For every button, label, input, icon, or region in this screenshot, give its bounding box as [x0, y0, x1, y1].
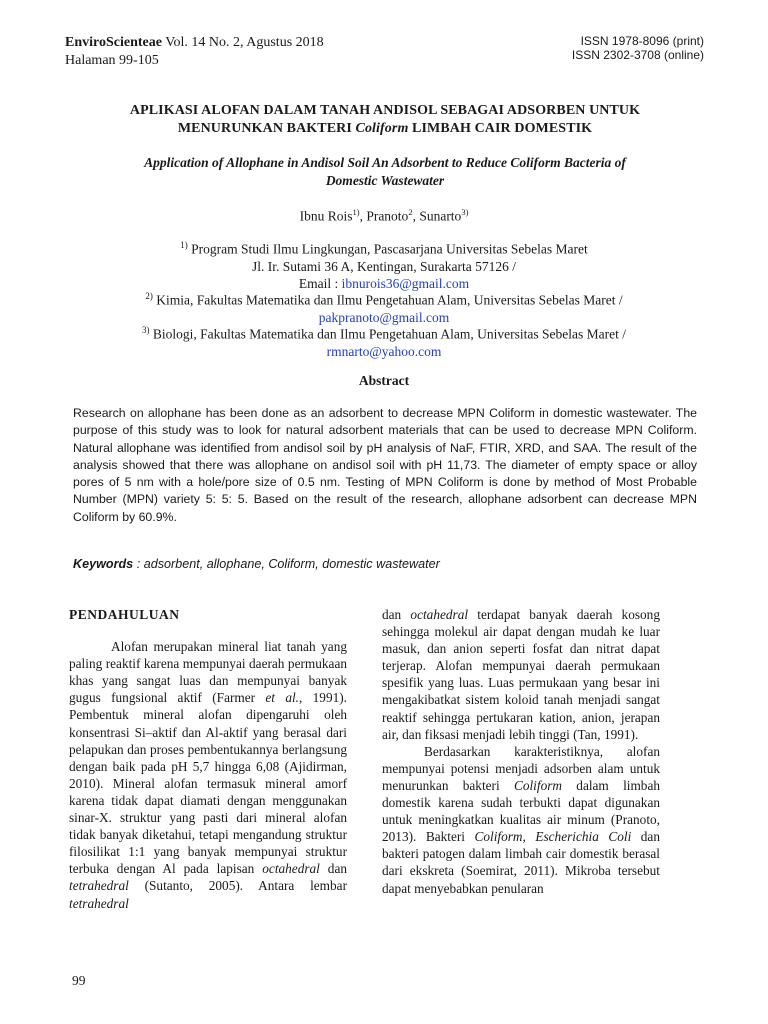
title-id-line2-a: MENURUNKAN BAKTERI [177, 121, 356, 136]
text-run-italic: Coliform, Escherichia Coli [474, 829, 632, 845]
text-run-italic: tetrahedral [69, 895, 129, 911]
abstract-text: Research on allophane has been done as an adsorbent to decrease MPN Coliform in domestic wastewater. The purpose of this study was to look for natural adsorbent materials that can be used to decrease MPN Coliform. Natural allophane was identified from andisol soil by pH analysis of NaF, FTIR, XRD, and SAA. The result of the analysis showed that there was allophane on andisol soil with pH 11,73. The diameter of empty space or alloy pores of 5 nm with a hole/pore size of 0.5 nm. Testing of MPN Coliform is done by method of Most Probable Number (MPN) variety 5: 5: 5. Based on the result of the research, allophane adsorbent can decrease MPN Coliform by 60.9%. [73, 406, 697, 524]
journal-header-right [572, 34, 704, 62]
affiliation-2 [0, 288, 768, 326]
paragraph-left-1 [69, 638, 347, 912]
text-run: Alofan merupakan mineral liat tanah yang paling reaktif karena mempunyai daerah permukaan khas yang sangat luas dan mempunyai banyak gugus fungsional aktif (Farmer [69, 639, 347, 706]
affiliation-1-line1: Program Studi Ilmu Lingkungan, Pascasarjana Universitas Sebelas Maret [187, 241, 588, 257]
author-2-sup: 2 [408, 207, 413, 217]
paragraph-right-1 [382, 606, 660, 743]
affiliation-3 [0, 322, 768, 360]
text-run: (Sutanto, 2005). Antara lembar [128, 878, 347, 894]
text-run-italic: tetrahedral [69, 878, 129, 894]
text-run: terdapat banyak daerah kosong sehingga molekul air dapat dengan mudah ke luar masuk, dan anion seperti fosfat dan nitrat dapat terjerap. Alofan mempunyai daerah permukaan spesifik yang luas. Luas permukaan yang besar ini mengakibatkat sistem koloid tanah menjadi sangat reaktif sehingga pertukaran kation, anion, jerapan air, dan fiksasi menjadi lebih tinggi (Tan, 1991). [382, 607, 660, 742]
text-run-italic: octahedral [410, 607, 469, 622]
author-3: , Sunarto [412, 208, 462, 224]
journal-name: EnviroScienteae [65, 35, 162, 50]
affiliation-2-sup: 2) [145, 291, 153, 301]
body-column-right [382, 606, 660, 897]
abstract-heading: Abstract [358, 373, 410, 388]
body-column-left [69, 606, 347, 912]
text-run: dan bakteri patogen dalam limbah cair domestik berasal dari ekskreta (Soemirat, 2011). Mikroba tersebut dapat menyebabkan penularan [382, 829, 660, 896]
affiliation-1-line2: Jl. Ir. Sutami 36 A, Kentingan, Surakarta 57126 / [252, 258, 516, 274]
affiliation-1-sup: 1) [180, 240, 188, 250]
volume-info: Vol. 14 No. 2, Agustus 2018 [161, 35, 324, 50]
affiliation-3-line1: Biologi, Fakultas Matematika dan Ilmu Pengetahuan Alam, Universitas Sebelas Maret / [149, 326, 627, 342]
email-label: Email : [298, 275, 342, 291]
title-en-line2: Domestic Wastewater [325, 173, 445, 188]
paragraph-right-2 [382, 743, 660, 897]
email-link-3[interactable]: rmnarto@yahoo.com [326, 343, 442, 359]
text-run: , 1991). Pembentuk mineral alofan dipengaruhi oleh konsentrasi Si–aktif dan Al-aktif yang berasal dari pelapukan dan proses pembentukannya berlangsung dengan baik pada pH 5,7 hingga 6,08 (Ajidirman, 2010). Mineral alofan termasuk mineral amorf karena tidak dapat diamati dengan menggunakan sinar-X. struktur yang pasti dari mineral alofan tidak banyak diketahui, tetapi mengandung struktur filosilikat 1:1 yang banyak mempunyai struktur terbuka dengan Al pada lapisan [69, 690, 347, 877]
email-link-2[interactable]: pakpranoto@gmail.com [318, 309, 450, 325]
issn-print: ISSN 1978-8096 (print) [580, 34, 704, 48]
text-run: dan [319, 861, 348, 877]
text-run-italic: octahedral [262, 861, 320, 877]
text-run: dan [382, 607, 411, 622]
affiliation-2-line1: Kimia, Fakultas Matematika dan Ilmu Pengetahuan Alam, Universitas Sebelas Maret / [152, 292, 623, 308]
title-id-line2 [70, 120, 700, 138]
section-heading: PENDAHULUAN [69, 607, 180, 622]
author-2: , Pranoto [359, 208, 409, 224]
page-number: 99 [72, 973, 86, 988]
text-run-italic: Coliform [513, 777, 562, 793]
title-id-line2-italic: Coliform [355, 121, 409, 136]
affiliation-3-sup: 3) [141, 325, 150, 335]
keywords-text: : adsorbent, allophane, Coliform, domestic wastewater [133, 557, 440, 571]
author-list [0, 203, 768, 226]
keywords-label: Keywords [73, 557, 134, 571]
keywords [73, 556, 697, 573]
page-range: Halaman 99-105 [65, 53, 159, 68]
text-run: Berdasarkan karakteristiknya, alofan mempunyai potensi menjadi adsorben alam untuk menurunkan bakteri [382, 743, 660, 793]
issn-online: ISSN 2302-3708 (online) [571, 48, 704, 62]
affiliation-1 [0, 237, 768, 292]
author-1: Ibnu Rois [299, 208, 353, 224]
author-1-sup: 1) [352, 207, 360, 217]
text-run: dalam limbah domestik karena sudah terbukti dapat digunakan untuk meningkatkan kualitas air minum (Pranoto, 2013). Bakteri [382, 777, 660, 845]
text-run-italic: et al. [265, 690, 299, 706]
title-english [70, 154, 700, 190]
author-3-sup: 3) [461, 207, 469, 217]
journal-header-left [65, 34, 324, 70]
title-id-line1: APLIKASI ALOFAN DALAM TANAH ANDISOL SEBAGAI ADSORBEN UNTUK [129, 103, 641, 118]
title-id-line2-b: LIMBAH CAIR DOMESTIK [408, 121, 593, 136]
title-indonesian [70, 102, 700, 138]
email-link-1[interactable]: ibnurois36@gmail.com [341, 275, 470, 291]
title-en-line1: Application of Allophane in Andisol Soil An Adsorbent to Reduce Coliform Bacteria of [144, 155, 626, 170]
